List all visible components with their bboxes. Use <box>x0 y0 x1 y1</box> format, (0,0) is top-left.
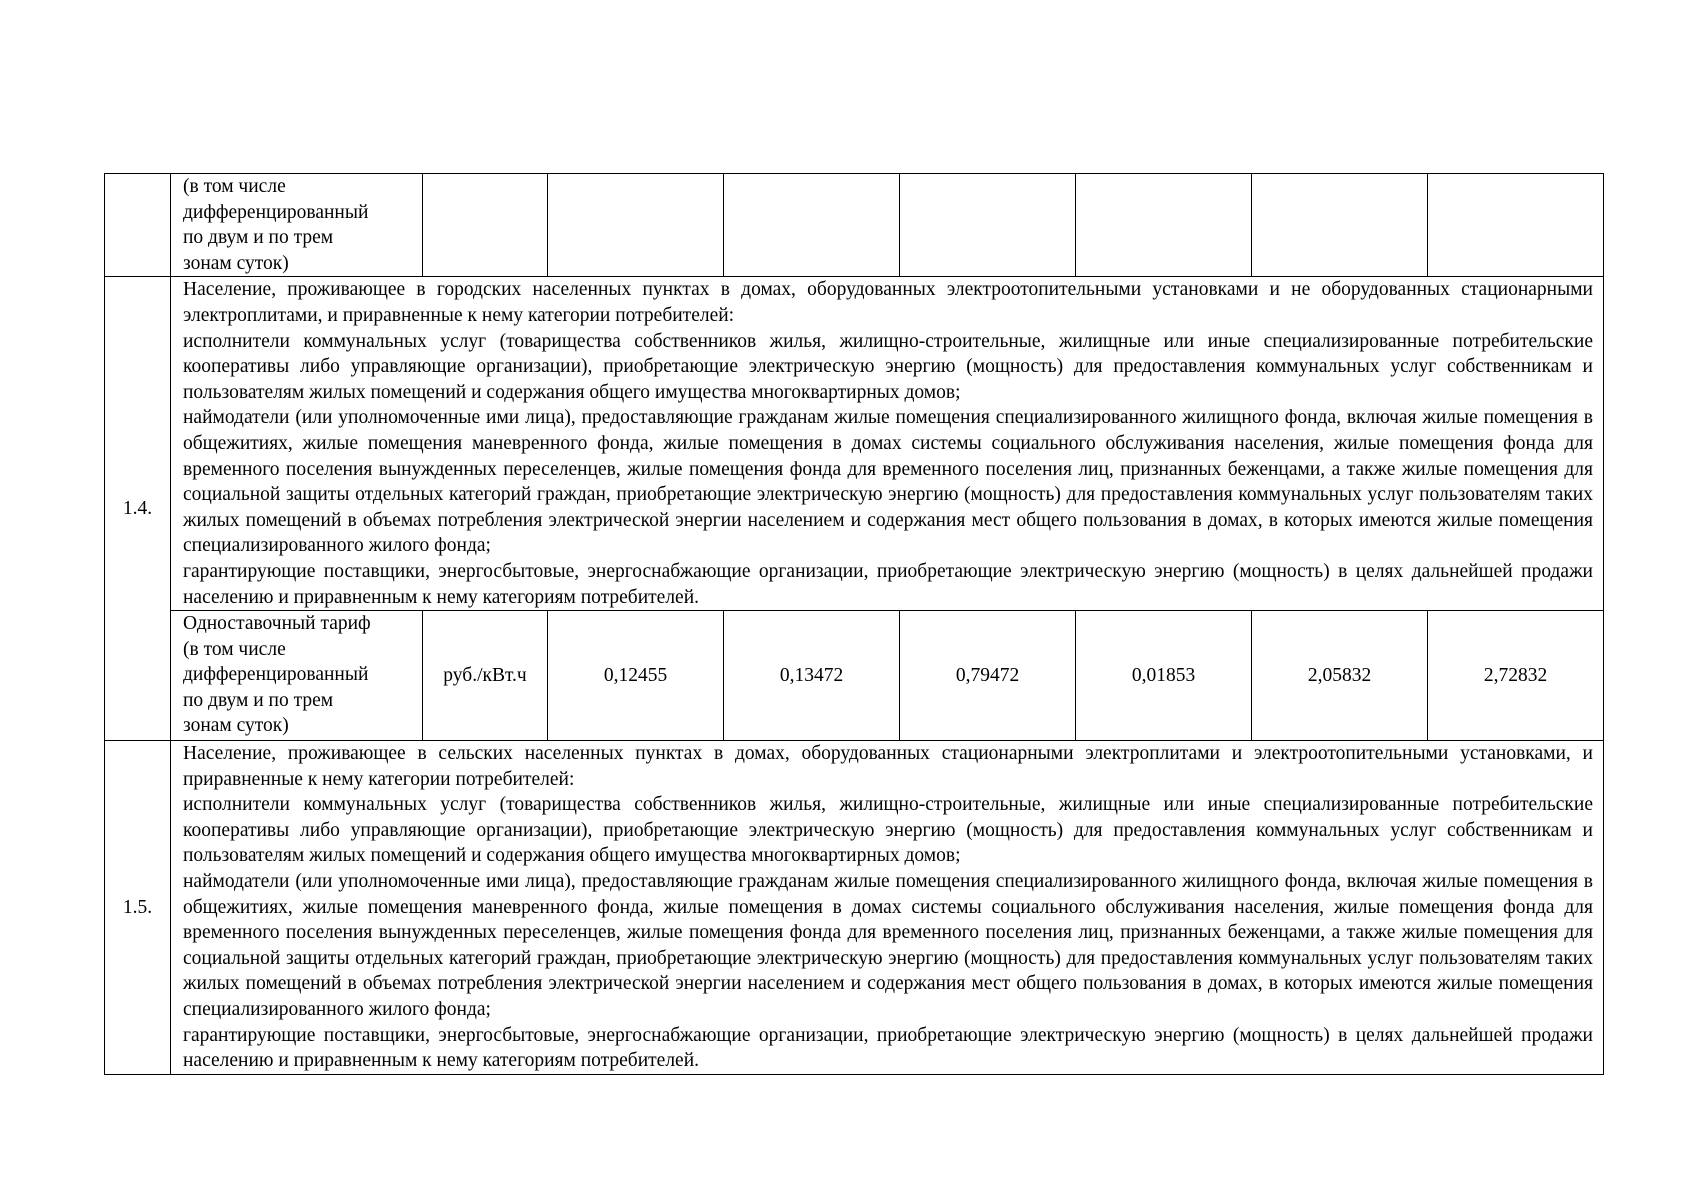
description-paragraph: гарантирующие поставщики, энергосбытовые, энергоснабжающие организации, приобретающие электрическую энергию (мощность) в целях дальнейшей продажи населению и приравненным к нему категориям потребителей. <box>183 560 1593 608</box>
category-description-1-5 <box>171 741 1604 1075</box>
value-cell-empty-4 <box>1076 174 1252 277</box>
table-row-1-4-tariff <box>105 611 1604 741</box>
tariff-table <box>104 173 1604 1075</box>
description-paragraph: исполнители коммунальных услуг (товарищества собственников жилья, жилищно-строительные, жилищные или иные специализированные потребительские кооперативы либо управляющие организации), приобретающие электрическую энергию (мощность) для предоставления коммунальных услуг собственникам и пользователям жилых помещений и содержания общего имущества многоквартирных домов; <box>183 794 1593 867</box>
value-cell-empty-3 <box>900 174 1076 277</box>
value-cell-empty-2 <box>724 174 900 277</box>
row-number-cell-empty <box>105 174 171 277</box>
table-row-1-5-description <box>105 741 1604 1075</box>
tariff-value-5: 2,05832 <box>1252 611 1428 741</box>
tariff-value-6: 2,72832 <box>1428 611 1604 741</box>
description-paragraph: Население, проживающее в сельских населенных пунктах в домах, оборудованных стационарными электроплитами и электроотопительными установками, и приравненные к нему категории потребителей: <box>183 743 1593 790</box>
description-paragraph: наймодатели (или уполномоченные ими лица), предоставляющие гражданам жилые помещения специализированного жилищного фонда, включая жилые помещения в общежитиях, жилые помещения маневренного фонда, жилые помещения в домах системы социального обслуживания населения, жилые помещения фонда для временного поселения вынужденных переселенцев, жилые помещения фонда для временного поселения лиц, признанных беженцами, а также жилые помещения для социальной защиты отдельных категорий граждан, приобретающие электрическую энергию (мощность) для предоставления коммунальных услуг пользователям таких жилых помещений в объемах потребления электрической энергии населением и содержания мест общего пользования в домах, в которых имеются жилые помещения специализированного жилого фонда; <box>183 871 1593 1021</box>
table-row-continued <box>105 174 1604 277</box>
row-number-1-4: 1.4. <box>105 277 171 741</box>
table-row-1-4-description <box>105 277 1604 611</box>
description-paragraph: исполнители коммунальных услуг (товарищества собственников жилья, жилищно-строительные, жилищные или иные специализированные потребительские кооперативы либо управляющие организации), приобретающие электрическую энергию (мощность) для предоставления коммунальных услуг собственникам и пользователям жилых помещений и содержания общего имущества многоквартирных домов; <box>183 330 1593 403</box>
tariff-value-4: 0,01853 <box>1076 611 1252 741</box>
unit-cell-1-4: руб./кВт.ч <box>423 611 548 741</box>
tariff-value-2: 0,13472 <box>724 611 900 741</box>
description-paragraph: Население, проживающее в городских населенных пунктах в домах, оборудованных электроотопительными установками и не оборудованных стационарными электроплитами, и приравненные к нему категории потребителей: <box>183 279 1593 326</box>
tariff-value-3: 0,79472 <box>900 611 1076 741</box>
row-number-1-5: 1.5. <box>105 741 171 1075</box>
value-cell-empty-5 <box>1252 174 1428 277</box>
description-paragraph: гарантирующие поставщики, энергосбытовые, энергоснабжающие организации, приобретающие электрическую энергию (мощность) в целях дальнейшей продажи населению и приравненным к нему категориям потребителей. <box>183 1024 1593 1072</box>
value-cell-empty-6 <box>1428 174 1604 277</box>
category-description-1-4 <box>171 277 1604 611</box>
tariff-label-continued: (в том числе дифференцированный по двум и по трем зонам суток) <box>171 174 423 277</box>
description-paragraph: наймодатели (или уполномоченные ими лица), предоставляющие гражданам жилые помещения специализированного жилищного фонда, включая жилые помещения в общежитиях, жилые помещения маневренного фонда, жилые помещения в домах системы социального обслуживания населения, жилые помещения фонда для временного поселения вынужденных переселенцев, жилые помещения фонда для временного поселения лиц, признанных беженцами, а также жилые помещения для социальной защиты отдельных категорий граждан, приобретающие электрическую энергию (мощность) для предоставления коммунальных услуг пользователям таких жилых помещений в объемах потребления электрической энергии населением и содержания мест общего пользования в домах, в которых имеются жилые помещения специализированного жилого фонда; <box>183 407 1593 557</box>
unit-cell-empty <box>423 174 548 277</box>
tariff-value-1: 0,12455 <box>548 611 724 741</box>
value-cell-empty-1 <box>548 174 724 277</box>
tariff-label-1-4: Одноставочный тариф (в том числе дифференцированный по двум и по трем зонам суток) <box>171 611 423 741</box>
